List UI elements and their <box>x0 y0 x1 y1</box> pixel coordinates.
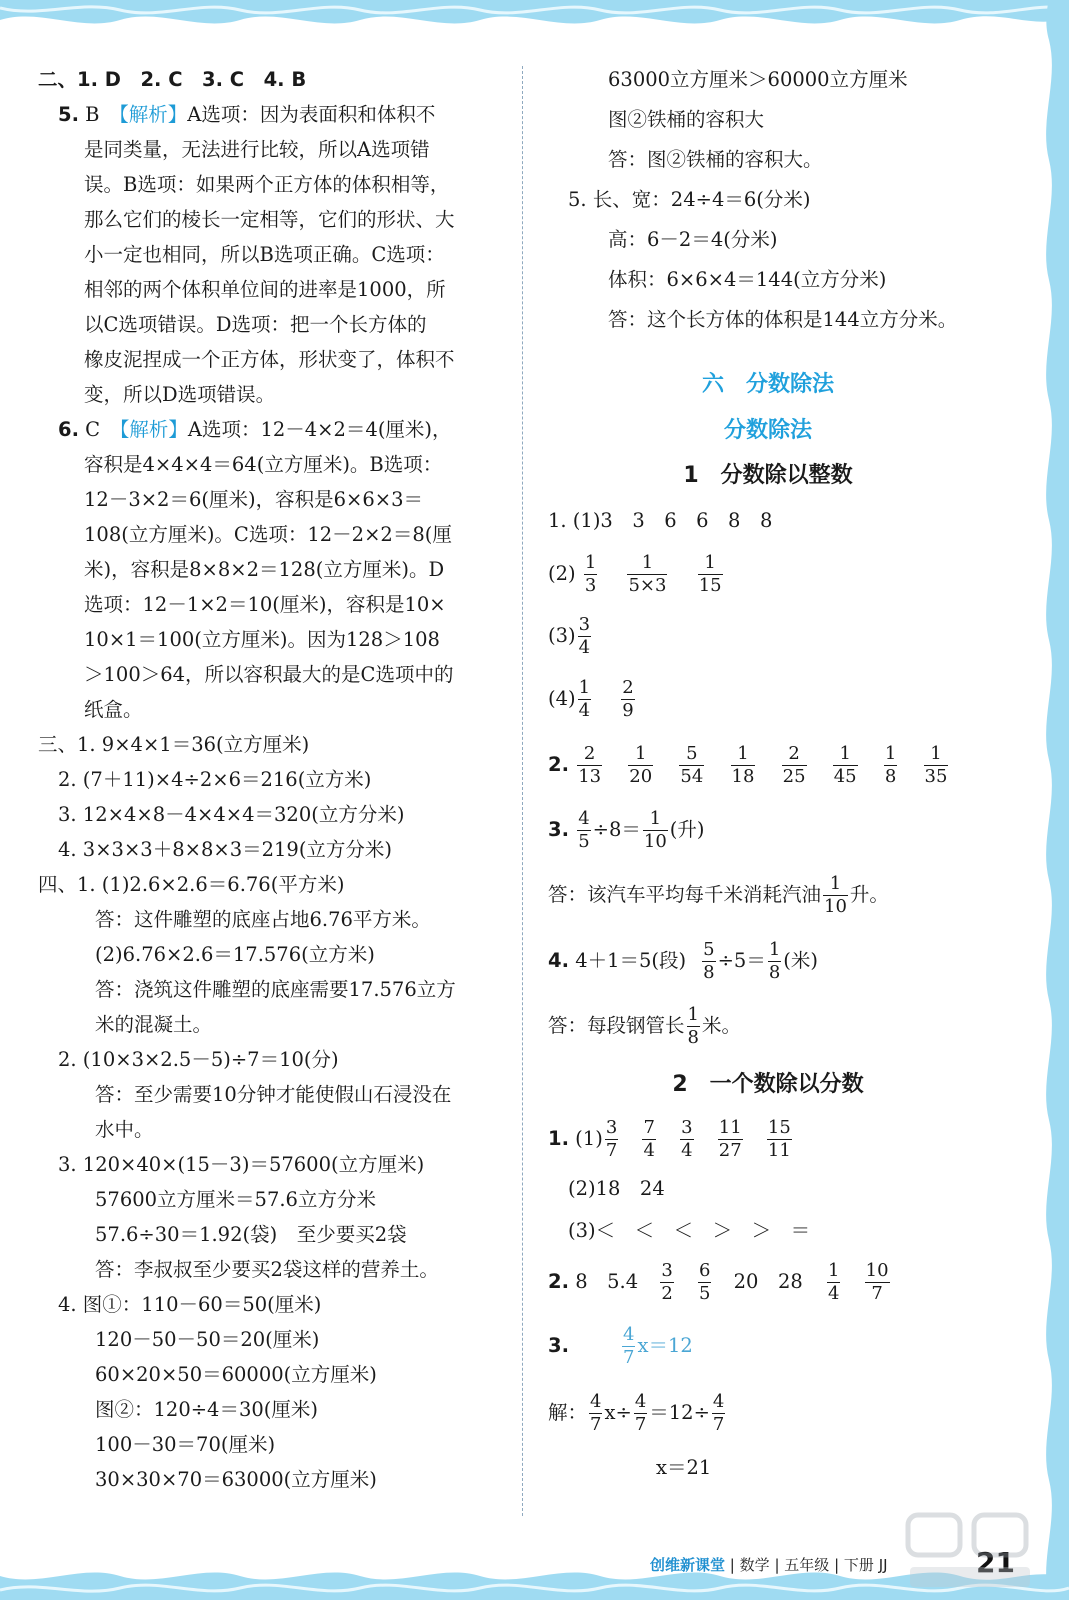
footer-term: 下册 <box>843 1556 874 1574</box>
fraction: $\frac{4}{5}$ <box>578 808 590 852</box>
lesson-title: 2 一个数除以分数 <box>672 1072 864 1097</box>
fraction: $\frac{1}{15}$ <box>698 552 722 596</box>
answer-line: 高：6－2＝4(分米) <box>608 228 778 251</box>
question-number: 1. <box>548 1127 569 1150</box>
answer-line: 4. 图①：110－60＝50(厘米) <box>58 1293 322 1316</box>
chapter-subtitle: 分数除法 <box>723 418 812 443</box>
answer-line: 100－30＝70(厘米) <box>95 1433 276 1456</box>
answer-line: x＝21 <box>656 1456 712 1479</box>
page-number: 21 <box>976 1546 1015 1579</box>
answer-line: 误。B选项：如果两个正方体的体积相等， <box>84 173 450 196</box>
fraction: $\frac{3}{7}$ <box>605 1117 618 1161</box>
fraction: $\frac{1}{10}$ <box>824 873 847 917</box>
column-divider <box>522 66 523 1516</box>
answer-line: 二、1. D 2. C 3. C 4. B <box>38 68 307 91</box>
fraction: $\frac{1}{8}$ <box>884 743 897 787</box>
question-number: 3. <box>548 1334 569 1357</box>
analysis-text: A选项：12－4×2＝4(厘米)， <box>187 418 452 441</box>
fraction: $\frac{1}{35}$ <box>924 743 948 787</box>
equation-text <box>620 1324 693 1368</box>
answer-text: 答：每段钢管长 <box>548 1014 685 1037</box>
watermark-logo-icon <box>900 1505 1040 1595</box>
fraction: $\frac{1}{45}$ <box>833 743 857 787</box>
answer-text: 8 5.4 <box>575 1270 639 1293</box>
fraction: $\frac{1}{4}$ <box>578 677 591 721</box>
answer-line: 图②铁桶的容积大 <box>608 108 765 131</box>
fraction-line <box>548 800 988 860</box>
footer-separator: | <box>774 1556 780 1574</box>
chapter-title: 六 分数除法 <box>701 372 834 397</box>
fraction-line <box>548 992 988 1060</box>
right-column <box>548 60 988 1490</box>
operator-text: ＝12÷ <box>649 1401 710 1424</box>
answer-line: 2. (10×3×2.5－5)÷7＝10(分) <box>58 1048 339 1071</box>
sub-label: (4) <box>548 687 576 710</box>
answer-line: 答：这件雕塑的底座占地6.76平方米。 <box>95 908 431 931</box>
answer-line: 橡皮泥捏成一个正方体，形状变了，体积不 <box>84 348 455 371</box>
footer-grade: 五年级 <box>784 1556 830 1574</box>
fraction: $\frac{5}{54}$ <box>680 743 704 787</box>
unit-text: (升) <box>669 818 705 841</box>
fraction: $\frac{6}{5}$ <box>698 1260 711 1304</box>
question-number: 2. <box>548 1270 569 1293</box>
analysis-tag: 【解析】 <box>119 418 188 441</box>
unit-text: (米) <box>783 949 818 972</box>
footer-separator: | <box>834 1556 840 1574</box>
question-number: 2. <box>548 753 569 776</box>
operator-text: ÷5＝ <box>717 949 766 972</box>
solution-label: 解： <box>548 1401 588 1424</box>
answer-line: 5. 长、宽：24÷4＝6(分米) <box>568 188 811 211</box>
answer-line: 108(立方厘米)。C选项：12－2×2＝8(厘 <box>84 523 452 546</box>
answer-text: 米。 <box>701 1014 741 1037</box>
fraction: $\frac{4}{7}$ <box>634 1391 647 1435</box>
top-wave-border <box>0 0 1069 36</box>
fraction: $\frac{2}{9}$ <box>622 677 634 721</box>
answer-line: 答：至少需要10分钟才能使假山石浸没在 <box>95 1083 452 1106</box>
fraction-line <box>548 604 988 668</box>
answer-line: 6. C 【解析】A选项：12－4×2＝4(厘米)， <box>58 418 452 441</box>
fraction: $\frac{10}{7}$ <box>865 1260 889 1304</box>
fraction: $\frac{5}{8}$ <box>703 939 715 983</box>
answer-line: 相邻的两个体积单位间的进率是1000，所 <box>84 278 446 301</box>
answer-line: 57600立方厘米＝57.6立方分米 <box>95 1188 376 1211</box>
answer-line: 12－3×2＝6(厘米)，容积是6×6×3＝ <box>84 488 423 511</box>
answer-line: 答：图②铁桶的容积大。 <box>608 148 823 171</box>
equation-rest: x＝12 <box>637 1334 693 1357</box>
answer-line: 答：浇筑这件雕塑的底座需要17.576立方 <box>95 978 456 1001</box>
answer-line: 图②：120÷4＝30(厘米) <box>95 1398 318 1421</box>
footer <box>650 1550 888 1580</box>
answer-line: 60×20×50＝60000(立方厘米) <box>95 1363 377 1386</box>
fraction-line <box>548 1110 988 1168</box>
answer-line: 选项：12－1×2＝10(厘米)，容积是10× <box>84 593 446 616</box>
question-number: 4. <box>548 949 569 972</box>
lesson-title: 1 分数除以整数 <box>683 463 853 488</box>
answer-line: 30×30×70＝63000(立方厘米) <box>95 1468 377 1491</box>
fraction-line <box>548 930 988 992</box>
answer-line: (3)＜ ＜ ＜ ＞ ＞ ＝ <box>568 1219 811 1242</box>
fraction: $\frac{1}{8}$ <box>768 939 781 983</box>
answer-line: 变，所以D选项错误。 <box>84 383 276 406</box>
answer-line: (2)6.76×2.6＝17.576(立方米) <box>95 943 375 966</box>
fraction: $\frac{1}{3}$ <box>584 552 597 596</box>
answer-line: 答：李叔叔至少要买2袋这样的营养土。 <box>95 1258 439 1281</box>
sub-label: (2) <box>548 562 576 585</box>
fraction: $\frac{2}{13}$ <box>578 743 602 787</box>
answer-text: 答：该汽车平均每千米消耗汽油 <box>548 883 822 906</box>
fraction: $\frac{1}{8}$ <box>687 1004 699 1048</box>
answer-line: 纸盒。 <box>84 698 143 721</box>
fraction-line <box>548 860 988 930</box>
answer-line: 是同类量，无法进行比较，所以A选项错 <box>84 138 430 161</box>
fraction: $\frac{3}{4}$ <box>681 1117 693 1161</box>
answer-text: 20 28 <box>733 1270 803 1293</box>
fraction: $\frac{1}{18}$ <box>731 743 755 787</box>
fraction-line <box>548 1380 988 1446</box>
fraction: $\frac{2}{25}$ <box>782 743 806 787</box>
footer-separator: | <box>729 1556 735 1574</box>
fraction: $\frac{1}{4}$ <box>827 1260 840 1304</box>
answer-line: 那么它们的棱长一定相等，它们的形状、大 <box>84 208 455 231</box>
fraction: $\frac{11}{27}$ <box>718 1117 742 1161</box>
answer-line: (2)18 24 <box>568 1177 665 1200</box>
answer-line: 米)，容积是8×8×2＝128(立方厘米)。D <box>84 558 445 581</box>
fraction-line <box>548 1252 988 1312</box>
fraction: $\frac{4}{7}$ <box>623 1324 635 1368</box>
analysis-tag: 【解析】 <box>119 103 188 126</box>
sub-label: (3) <box>548 624 576 647</box>
answer-text: 升。 <box>849 883 889 906</box>
answer-line: 10×1＝100(立方厘米)。因为128＞108 <box>84 628 440 651</box>
fraction-line <box>548 668 988 730</box>
fraction-line <box>548 544 988 604</box>
analysis-text: A选项：因为表面积和体积不 <box>187 103 436 126</box>
answer-line: ＞100＞64，所以容积最大的是C选项中的 <box>84 663 454 686</box>
answer-line: 体积：6×6×4＝144(立方分米) <box>608 268 887 291</box>
answer-line: 1. (1)3 3 6 6 8 8 <box>548 509 773 532</box>
footer-subject: 数学 <box>739 1556 770 1574</box>
answer-line: 3. 12×4×8－4×4×4＝320(立方分米) <box>58 803 405 826</box>
footer-brand: 创维新课堂 <box>650 1556 726 1574</box>
fraction: $\frac{4}{7}$ <box>712 1391 725 1435</box>
fraction: $\frac{3}{2}$ <box>661 1260 673 1304</box>
fraction: $\frac{4}{7}$ <box>590 1391 602 1435</box>
answer-line: 63000立方厘米＞60000立方厘米 <box>608 68 908 91</box>
answer-line: 四、1. (1)2.6×2.6＝6.76(平方米) <box>38 873 345 896</box>
left-column <box>38 62 500 1497</box>
operator-text: x÷ <box>604 1401 632 1424</box>
footer-edition: JJ <box>878 1556 888 1574</box>
answer-line: 小一定也相同，所以B选项正确。C选项： <box>84 243 445 266</box>
fraction-line <box>548 1312 988 1380</box>
operator-text: ÷8＝ <box>592 818 641 841</box>
fraction: $\frac{15}{11}$ <box>767 1117 791 1161</box>
fraction: $\frac{7}{4}$ <box>643 1117 655 1161</box>
fraction-line <box>548 730 988 800</box>
fraction: $\frac{1}{20}$ <box>629 743 653 787</box>
fraction: $\frac{1}{10}$ <box>643 808 667 852</box>
right-wave-border <box>1035 0 1069 1600</box>
fraction: $\frac{3}{4}$ <box>578 614 591 658</box>
answer-line: 以C选项错误。D选项：把一个长方体的 <box>84 313 427 336</box>
question-number: 3. <box>548 818 569 841</box>
answer-line: 三、1. 9×4×1＝36(立方厘米) <box>38 733 310 756</box>
answer-line: 容积是4×4×4＝64(立方厘米)。B选项： <box>84 453 443 476</box>
answer-line: 4. 3×3×3＋8×8×3＝219(立方分米) <box>58 838 393 861</box>
sub-label: (1) <box>568 1127 603 1150</box>
answer-line: 5. B 【解析】A选项：因为表面积和体积不 <box>58 103 436 126</box>
answer-text: 4＋1＝5(段) <box>575 949 687 972</box>
answer-line: 57.6÷30＝1.92(袋) 至少要买2袋 <box>95 1223 407 1246</box>
answer-line: 3. 120×40×(15－3)＝57600(立方厘米) <box>58 1153 425 1176</box>
answer-line: 答：这个长方体的体积是144立方分米。 <box>608 308 958 331</box>
answer-line: 120－50－50＝20(厘米) <box>95 1328 320 1351</box>
answer-line: 米的混凝土。 <box>95 1013 213 1036</box>
answer-line: 2. (7＋11)×4÷2×6＝216(立方米) <box>58 768 372 791</box>
answer-line: 水中。 <box>95 1118 154 1141</box>
fraction: $\frac{1}{5\times 3}$ <box>628 552 667 596</box>
